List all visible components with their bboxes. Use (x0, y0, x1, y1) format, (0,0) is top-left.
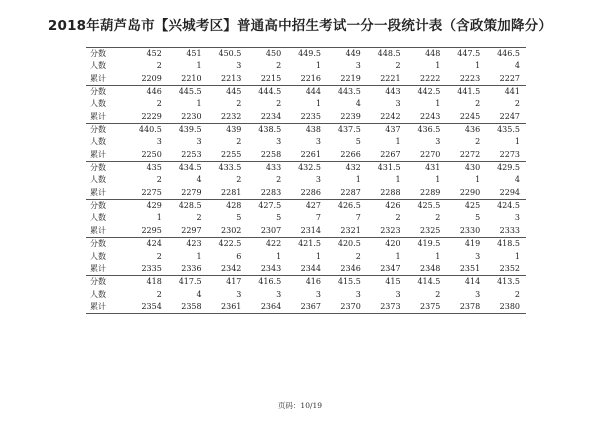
count-cell: 3 (276, 289, 282, 299)
score-cell: 432 (327, 162, 367, 175)
cumulative-cell: 2370 (327, 301, 367, 314)
count-cell: 3 (236, 289, 242, 299)
count-cell: 1 (475, 175, 481, 185)
cumulative-cell: 2239 (327, 111, 367, 124)
cumulative-cell: 2279 (168, 187, 208, 200)
count-cell: 4 (514, 175, 520, 185)
count-cell: 3 (196, 137, 202, 147)
count-cell: 5 (276, 213, 282, 223)
cumulative-cell: 2347 (367, 263, 407, 276)
score-cell: 441 (486, 86, 526, 99)
count-cell: 2 (236, 99, 242, 109)
count-cell: 2 (395, 213, 401, 223)
row-label-cumulative: 累计 (86, 73, 128, 86)
count-cell: 2 (395, 61, 401, 71)
table-row-cumulative (86, 225, 526, 238)
page-title: 2018年葫芦岛市【兴城考区】普通高中招生考试一分一段统计表（含政策加降分） (47, 18, 553, 34)
cumulative-cell: 2235 (287, 111, 327, 124)
score-cell: 450 (247, 48, 287, 61)
cumulative-cell: 2286 (287, 187, 327, 200)
score-cell: 423 (168, 238, 208, 251)
cumulative-cell: 2380 (486, 301, 526, 314)
score-cell: 415.5 (327, 276, 367, 289)
cumulative-cell: 2361 (208, 301, 248, 314)
score-cell: 426.5 (327, 200, 367, 213)
score-cell: 433.5 (208, 162, 248, 175)
score-cell: 415 (367, 276, 407, 289)
count-cell: 4 (196, 289, 202, 299)
row-label-score: 分数 (86, 48, 128, 61)
count-cell: 1 (435, 61, 441, 71)
cumulative-cell: 2373 (367, 301, 407, 314)
count-cell: 1 (395, 175, 401, 185)
count-cell: 2 (435, 289, 441, 299)
cumulative-cell: 2295 (128, 225, 168, 238)
table-row-count (86, 251, 526, 263)
score-cell: 433 (247, 162, 287, 175)
count-cell: 2 (276, 61, 282, 71)
count-cell: 1 (196, 61, 202, 71)
count-cell: 1 (435, 175, 441, 185)
row-label-score: 分数 (86, 276, 128, 289)
score-cell: 444.5 (247, 86, 287, 99)
score-cell: 438.5 (247, 124, 287, 137)
count-cell: 4 (196, 175, 202, 185)
count-cell: 7 (355, 213, 361, 223)
cumulative-cell: 2275 (128, 187, 168, 200)
score-cell: 420.5 (327, 238, 367, 251)
score-cell: 427 (287, 200, 327, 213)
score-cell: 451 (168, 48, 208, 61)
cumulative-cell: 2364 (247, 301, 287, 314)
row-label-cumulative: 累计 (86, 263, 128, 276)
score-cell: 443.5 (327, 86, 367, 99)
score-cell: 418 (128, 276, 168, 289)
count-cell: 3 (355, 289, 361, 299)
score-cell: 445 (208, 86, 248, 99)
table-row-score (86, 86, 526, 99)
count-cell: 2 (355, 251, 361, 261)
count-cell: 1 (514, 137, 520, 147)
score-cell: 425.5 (407, 200, 447, 213)
row-label-cumulative: 累计 (86, 225, 128, 238)
cumulative-cell: 2243 (407, 111, 447, 124)
score-cell: 437.5 (327, 124, 367, 137)
score-cell: 430 (446, 162, 486, 175)
cumulative-cell: 2253 (168, 149, 208, 162)
cumulative-cell: 2250 (128, 149, 168, 162)
count-cell: 1 (315, 251, 321, 261)
count-cell: 1 (315, 99, 321, 109)
cumulative-cell: 2223 (446, 73, 486, 86)
cumulative-cell: 2343 (247, 263, 287, 276)
count-cell: 2 (514, 289, 520, 299)
table-row-count (86, 98, 526, 110)
score-cell: 437 (367, 124, 407, 137)
table-row-score (86, 48, 526, 61)
score-cell: 431.5 (367, 162, 407, 175)
row-label-count: 人数 (90, 289, 106, 299)
cumulative-cell: 2288 (367, 187, 407, 200)
table-row-score (86, 200, 526, 213)
score-cell: 426 (367, 200, 407, 213)
score-distribution-table (86, 47, 526, 314)
count-cell: 1 (315, 61, 321, 71)
count-cell: 2 (435, 213, 441, 223)
count-cell: 2 (276, 99, 282, 109)
cumulative-cell: 2247 (486, 111, 526, 124)
cumulative-cell: 2283 (247, 187, 287, 200)
table-row-cumulative (86, 149, 526, 162)
score-cell: 417.5 (168, 276, 208, 289)
count-cell: 3 (475, 251, 481, 261)
count-cell: 1 (514, 251, 520, 261)
score-cell: 416 (287, 276, 327, 289)
row-label-score: 分数 (86, 238, 128, 251)
score-cell: 444 (287, 86, 327, 99)
cumulative-cell: 2221 (367, 73, 407, 86)
cumulative-cell: 2378 (446, 301, 486, 314)
table-row-cumulative (86, 187, 526, 200)
count-cell: 2 (475, 99, 481, 109)
row-label-score: 分数 (86, 86, 128, 99)
count-cell: 3 (355, 61, 361, 71)
cumulative-cell: 2342 (208, 263, 248, 276)
cumulative-cell: 2232 (208, 111, 248, 124)
row-label-cumulative: 累计 (86, 187, 128, 200)
count-cell: 5 (475, 213, 481, 223)
count-cell: 3 (475, 289, 481, 299)
count-cell: 7 (315, 213, 321, 223)
count-cell: 1 (276, 251, 282, 261)
score-cell: 419.5 (407, 238, 447, 251)
count-cell: 2 (236, 175, 242, 185)
score-cell: 449.5 (287, 48, 327, 61)
cumulative-cell: 2255 (208, 149, 248, 162)
score-cell: 416.5 (247, 276, 287, 289)
row-label-score: 分数 (86, 162, 128, 175)
cumulative-cell: 2314 (287, 225, 327, 238)
score-cell: 435 (128, 162, 168, 175)
cumulative-cell: 2272 (446, 149, 486, 162)
cumulative-cell: 2215 (247, 73, 287, 86)
count-cell: 1 (435, 251, 441, 261)
cumulative-cell: 2267 (367, 149, 407, 162)
table-row-score (86, 276, 526, 289)
cumulative-cell: 2352 (486, 263, 526, 276)
table-row-score (86, 124, 526, 137)
count-cell: 1 (196, 251, 202, 261)
count-cell: 3 (156, 137, 162, 147)
cumulative-cell: 2230 (168, 111, 208, 124)
count-cell: 3 (514, 213, 520, 223)
cumulative-cell: 2219 (327, 73, 367, 86)
cumulative-cell: 2358 (168, 301, 208, 314)
table-row-score (86, 238, 526, 251)
count-cell: 3 (395, 99, 401, 109)
score-cell: 420 (367, 238, 407, 251)
table-row-count (86, 136, 526, 148)
cumulative-cell: 2261 (287, 149, 327, 162)
count-cell: 1 (196, 99, 202, 109)
cumulative-cell: 2336 (168, 263, 208, 276)
table-row-count (86, 60, 526, 72)
score-cell: 431 (407, 162, 447, 175)
score-cell: 427.5 (247, 200, 287, 213)
count-cell: 3 (276, 137, 282, 147)
count-cell: 1 (435, 99, 441, 109)
cumulative-cell: 2375 (407, 301, 447, 314)
cumulative-cell: 2281 (208, 187, 248, 200)
count-cell: 2 (196, 213, 202, 223)
row-label-score: 分数 (86, 124, 128, 137)
count-cell: 3 (315, 137, 321, 147)
row-label-count: 人数 (90, 137, 106, 147)
row-label-cumulative: 累计 (86, 111, 128, 124)
count-cell: 2 (156, 251, 162, 261)
score-cell: 441.5 (446, 86, 486, 99)
cumulative-cell: 2245 (446, 111, 486, 124)
row-label-cumulative: 累计 (86, 149, 128, 162)
count-cell: 2 (156, 289, 162, 299)
count-cell: 1 (355, 175, 361, 185)
score-cell: 428 (208, 200, 248, 213)
cumulative-cell: 2294 (486, 187, 526, 200)
score-cell: 446.5 (486, 48, 526, 61)
score-cell: 417 (208, 276, 248, 289)
score-cell: 448.5 (367, 48, 407, 61)
count-cell: 4 (355, 99, 361, 109)
score-cell: 425 (446, 200, 486, 213)
cumulative-cell: 2302 (208, 225, 248, 238)
score-cell: 452 (128, 48, 168, 61)
cumulative-cell: 2348 (407, 263, 447, 276)
cumulative-cell: 2266 (327, 149, 367, 162)
cumulative-cell: 2242 (367, 111, 407, 124)
row-label-count: 人数 (90, 175, 106, 185)
table-row-cumulative (86, 111, 526, 124)
table-row-score (86, 162, 526, 175)
row-label-count: 人数 (90, 213, 106, 223)
cumulative-cell: 2330 (446, 225, 486, 238)
table-row-cumulative (86, 301, 526, 314)
cumulative-cell: 2210 (168, 73, 208, 86)
table-row-cumulative (86, 73, 526, 86)
cumulative-cell: 2216 (287, 73, 327, 86)
score-cell: 438 (287, 124, 327, 137)
count-cell: 1 (395, 137, 401, 147)
cumulative-cell: 2287 (327, 187, 367, 200)
cumulative-cell: 2367 (287, 301, 327, 314)
row-label-count: 人数 (90, 251, 106, 261)
cumulative-cell: 2213 (208, 73, 248, 86)
score-cell: 439.5 (168, 124, 208, 137)
cumulative-cell: 2273 (486, 149, 526, 162)
cumulative-cell: 2321 (327, 225, 367, 238)
score-cell: 414.5 (407, 276, 447, 289)
count-cell: 3 (315, 175, 321, 185)
score-cell: 428.5 (168, 200, 208, 213)
page-number: 页码：10/19 (277, 401, 323, 410)
cumulative-cell: 2325 (407, 225, 447, 238)
cumulative-cell: 2351 (446, 263, 486, 276)
score-cell: 429 (128, 200, 168, 213)
cumulative-cell: 2344 (287, 263, 327, 276)
cumulative-cell: 2335 (128, 263, 168, 276)
score-cell: 432.5 (287, 162, 327, 175)
row-label-cumulative: 累计 (86, 301, 128, 314)
count-cell: 2 (236, 137, 242, 147)
cumulative-cell: 2258 (247, 149, 287, 162)
row-label-count: 人数 (90, 99, 106, 109)
cumulative-cell: 2270 (407, 149, 447, 162)
score-cell: 450.5 (208, 48, 248, 61)
cumulative-cell: 2297 (168, 225, 208, 238)
count-cell: 1 (156, 213, 162, 223)
score-cell: 421.5 (287, 238, 327, 251)
table-row-count (86, 174, 526, 186)
count-cell: 2 (514, 99, 520, 109)
cumulative-cell: 2289 (407, 187, 447, 200)
cumulative-cell: 2227 (486, 73, 526, 86)
score-cell: 413.5 (486, 276, 526, 289)
score-cell: 442.5 (407, 86, 447, 99)
score-cell: 439 (208, 124, 248, 137)
table-row-count (86, 212, 526, 224)
cumulative-cell: 2323 (367, 225, 407, 238)
score-cell: 435.5 (486, 124, 526, 137)
count-cell: 2 (475, 137, 481, 147)
score-cell: 440.5 (128, 124, 168, 137)
cumulative-cell: 2290 (446, 187, 486, 200)
cumulative-cell: 2234 (247, 111, 287, 124)
count-cell: 5 (236, 213, 242, 223)
score-cell: 445.5 (168, 86, 208, 99)
cumulative-cell: 2346 (327, 263, 367, 276)
score-cell: 419 (446, 238, 486, 251)
table-row-count (86, 289, 526, 301)
cumulative-cell: 2229 (128, 111, 168, 124)
score-cell: 429.5 (486, 162, 526, 175)
count-cell: 3 (435, 137, 441, 147)
score-cell: 422.5 (208, 238, 248, 251)
cumulative-cell: 2333 (486, 225, 526, 238)
count-cell: 6 (236, 251, 242, 261)
score-cell: 434.5 (168, 162, 208, 175)
count-cell: 4 (514, 61, 520, 71)
score-cell: 422 (247, 238, 287, 251)
count-cell: 2 (276, 175, 282, 185)
score-cell: 436.5 (407, 124, 447, 137)
score-cell: 418.5 (486, 238, 526, 251)
count-cell: 2 (156, 175, 162, 185)
cumulative-cell: 2354 (128, 301, 168, 314)
score-cell: 446 (128, 86, 168, 99)
score-cell: 436 (446, 124, 486, 137)
score-cell: 443 (367, 86, 407, 99)
table-row-cumulative (86, 263, 526, 276)
count-cell: 2 (156, 99, 162, 109)
count-cell: 1 (395, 251, 401, 261)
score-cell: 414 (446, 276, 486, 289)
score-cell: 424.5 (486, 200, 526, 213)
count-cell: 3 (236, 61, 242, 71)
cumulative-cell: 2307 (247, 225, 287, 238)
count-cell: 3 (315, 289, 321, 299)
score-cell: 449 (327, 48, 367, 61)
score-cell: 448 (407, 48, 447, 61)
score-cell: 424 (128, 238, 168, 251)
count-cell: 5 (355, 137, 361, 147)
count-cell: 3 (395, 289, 401, 299)
count-cell: 1 (475, 61, 481, 71)
cumulative-cell: 2222 (407, 73, 447, 86)
count-cell: 2 (156, 61, 162, 71)
row-label-count: 人数 (90, 61, 106, 71)
row-label-score: 分数 (86, 200, 128, 213)
cumulative-cell: 2209 (128, 73, 168, 86)
score-cell: 447.5 (446, 48, 486, 61)
